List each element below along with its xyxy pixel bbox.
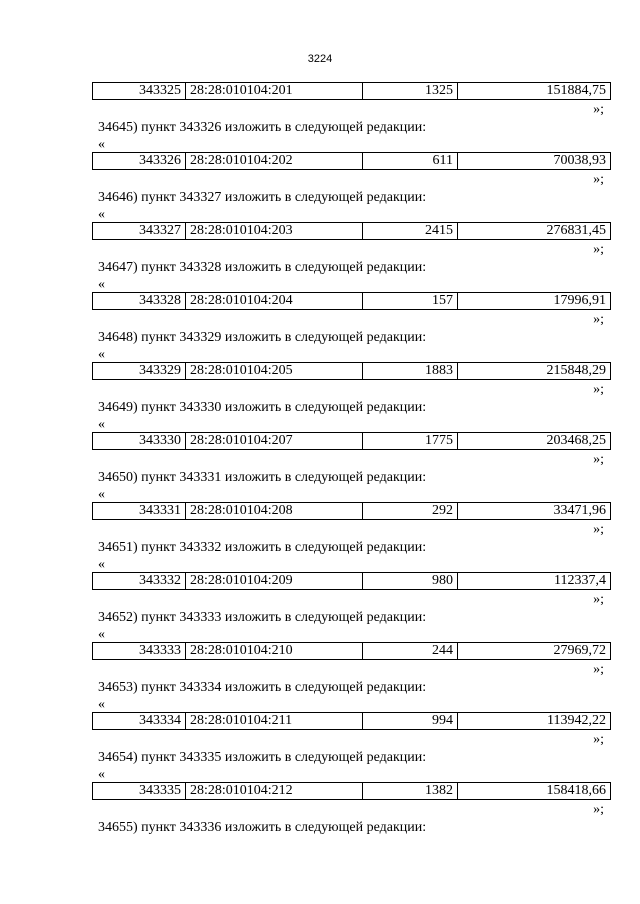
- amendment-instruction: 34645) пункт 343326 изложить в следующей редакции:: [98, 120, 427, 135]
- table-row: [93, 83, 611, 100]
- table-row-item: [92, 712, 611, 730]
- area-cell: 244: [363, 643, 458, 660]
- closing-quote: »;: [593, 102, 604, 117]
- table-row-item: [92, 292, 611, 310]
- opening-quote: «: [98, 627, 105, 642]
- table-row-item: [92, 222, 611, 240]
- item-number-cell: 343325: [93, 83, 186, 100]
- closing-quote: »;: [593, 732, 604, 747]
- closing-quote: »;: [593, 382, 604, 397]
- value-cell: 276831,45: [458, 223, 611, 240]
- area-cell: 994: [363, 713, 458, 730]
- amendment-instruction: 34653) пункт 343334 изложить в следующей редакции:: [98, 680, 427, 695]
- value-cell: 17996,91: [458, 293, 611, 310]
- cadastral-number-cell: 28:28:010104:208: [186, 503, 363, 520]
- cadastral-number-cell: 28:28:010104:201: [186, 83, 363, 100]
- table-row: [93, 643, 611, 660]
- area-cell: 1325: [363, 83, 458, 100]
- opening-quote: «: [98, 767, 105, 782]
- cadastral-number-cell: 28:28:010104:205: [186, 363, 363, 380]
- value-cell: 203468,25: [458, 433, 611, 450]
- table-row-item: [92, 362, 611, 380]
- table-row: [93, 783, 611, 800]
- closing-quote: »;: [593, 172, 604, 187]
- area-cell: 1382: [363, 783, 458, 800]
- cadastral-number-cell: 28:28:010104:212: [186, 783, 363, 800]
- table-row: [93, 153, 611, 170]
- item-number-cell: 343331: [93, 503, 186, 520]
- table-row: [93, 223, 611, 240]
- table-row-first: [92, 82, 611, 100]
- area-cell: 611: [363, 153, 458, 170]
- opening-quote: «: [98, 137, 105, 152]
- area-cell: 157: [363, 293, 458, 310]
- item-number-cell: 343329: [93, 363, 186, 380]
- closing-quote: »;: [593, 802, 604, 817]
- opening-quote: «: [98, 487, 105, 502]
- area-cell: 2415: [363, 223, 458, 240]
- amendment-instruction: 34647) пункт 343328 изложить в следующей редакции:: [98, 260, 427, 275]
- opening-quote: «: [98, 277, 105, 292]
- amendment-instruction: 34650) пункт 343331 изложить в следующей редакции:: [98, 470, 427, 485]
- opening-quote: «: [98, 417, 105, 432]
- item-number-cell: 343334: [93, 713, 186, 730]
- table-row: [93, 433, 611, 450]
- table-row: [93, 503, 611, 520]
- value-cell: 113942,22: [458, 713, 611, 730]
- closing-quote: »;: [593, 662, 604, 677]
- table-row: [93, 713, 611, 730]
- table-row-item: [92, 152, 611, 170]
- area-cell: 980: [363, 573, 458, 590]
- cadastral-number-cell: 28:28:010104:211: [186, 713, 363, 730]
- closing-quote: »;: [593, 242, 604, 257]
- closing-quote: »;: [593, 312, 604, 327]
- item-number-cell: 343330: [93, 433, 186, 450]
- value-cell: 27969,72: [458, 643, 611, 660]
- amendment-instruction: 34646) пункт 343327 изложить в следующей редакции:: [98, 190, 427, 205]
- amendment-instruction: 34649) пункт 343330 изложить в следующей редакции:: [98, 400, 427, 415]
- value-cell: 158418,66: [458, 783, 611, 800]
- value-cell: 112337,4: [458, 573, 611, 590]
- opening-quote: «: [98, 557, 105, 572]
- closing-quote: »;: [593, 592, 604, 607]
- cadastral-number-cell: 28:28:010104:210: [186, 643, 363, 660]
- item-number-cell: 343332: [93, 573, 186, 590]
- table-row-item: [92, 432, 611, 450]
- table-row-item: [92, 572, 611, 590]
- value-cell: 33471,96: [458, 503, 611, 520]
- amendment-instruction: 34652) пункт 343333 изложить в следующей редакции:: [98, 610, 427, 625]
- table-row-item: [92, 642, 611, 660]
- opening-quote: «: [98, 207, 105, 222]
- closing-quote: »;: [593, 452, 604, 467]
- cadastral-number-cell: 28:28:010104:209: [186, 573, 363, 590]
- value-cell: 151884,75: [458, 83, 611, 100]
- table-row-item: [92, 782, 611, 800]
- value-cell: 215848,29: [458, 363, 611, 380]
- cadastral-number-cell: 28:28:010104:207: [186, 433, 363, 450]
- area-cell: 292: [363, 503, 458, 520]
- item-number-cell: 343328: [93, 293, 186, 310]
- amendment-instruction: 34655) пункт 343336 изложить в следующей редакции:: [98, 820, 427, 835]
- closing-quote: »;: [593, 522, 604, 537]
- area-cell: 1883: [363, 363, 458, 380]
- amendment-instruction: 34654) пункт 343335 изложить в следующей редакции:: [98, 750, 427, 765]
- table-row: [93, 293, 611, 310]
- amendment-instruction: 34651) пункт 343332 изложить в следующей редакции:: [98, 540, 427, 555]
- item-number-cell: 343335: [93, 783, 186, 800]
- area-cell: 1775: [363, 433, 458, 450]
- cadastral-number-cell: 28:28:010104:204: [186, 293, 363, 310]
- opening-quote: «: [98, 697, 105, 712]
- table-row-item: [92, 502, 611, 520]
- item-number-cell: 343326: [93, 153, 186, 170]
- amendment-instruction: 34648) пункт 343329 изложить в следующей редакции:: [98, 330, 427, 345]
- cadastral-number-cell: 28:28:010104:202: [186, 153, 363, 170]
- cadastral-number-cell: 28:28:010104:203: [186, 223, 363, 240]
- item-number-cell: 343333: [93, 643, 186, 660]
- page-number: 3224: [307, 53, 333, 65]
- opening-quote: «: [98, 347, 105, 362]
- table-row: [93, 363, 611, 380]
- table-row: [93, 573, 611, 590]
- value-cell: 70038,93: [458, 153, 611, 170]
- item-number-cell: 343327: [93, 223, 186, 240]
